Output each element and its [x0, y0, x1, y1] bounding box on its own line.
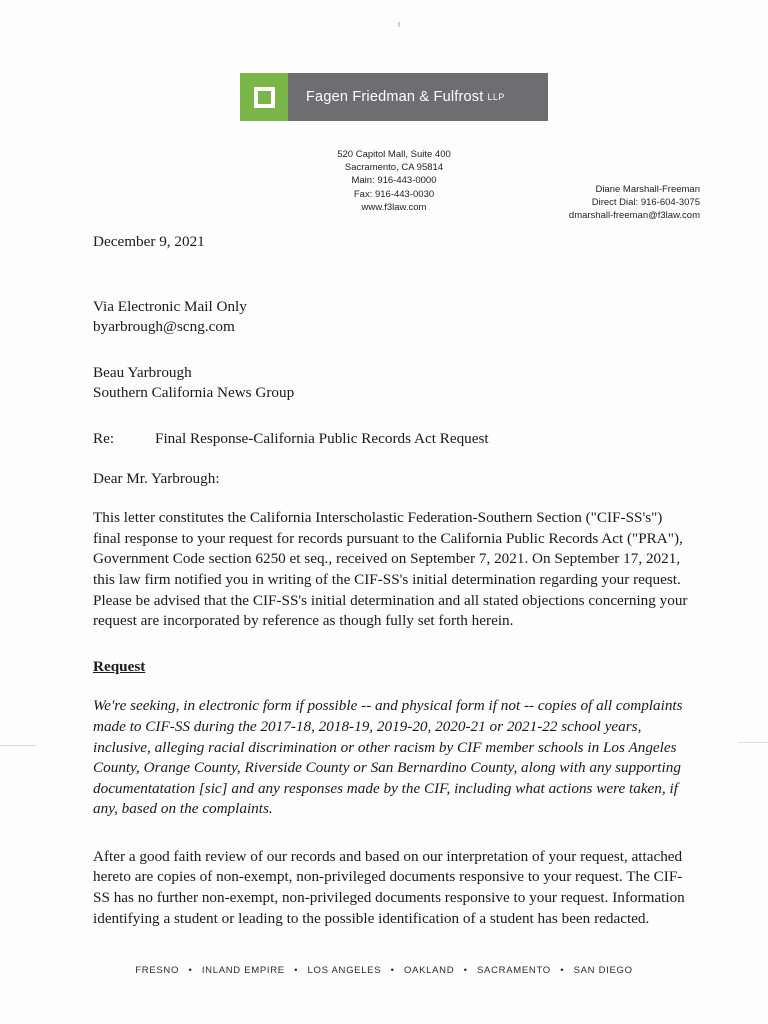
recipient-name: Beau Yarbrough: [93, 363, 192, 381]
footer-office-fresno: FRESNO: [135, 965, 180, 976]
footer-separator-icon: •: [390, 965, 395, 976]
recipient-email: byarbrough@scng.com: [93, 318, 235, 336]
letterhead: [240, 73, 548, 121]
body-paragraph-1: This letter constitutes the California Interscholastic Federation-Southern Section ("CIF-SS's") final response to your request for records pursuant to the California Public Records Act ("PRA"), Government Code section 6250 et seq., received on September 7, 2021. On September 17, 2021, this law firm notified you in writing of the CIF-SS's initial determination regarding your request. Please be advised that the CIF-SS's initial determination and all stated objections concerning your request are incorporated by reference as though fully set forth herein.: [93, 509, 688, 630]
recipient-organization: Southern California News Group: [93, 384, 295, 402]
office-address-block: [269, 148, 519, 214]
attorney-contact-block: [500, 183, 700, 223]
office-city-state-zip: Sacramento, CA 95814: [344, 162, 444, 174]
scan-artifact-line-right: [738, 742, 768, 743]
firm-logo-icon: [240, 73, 288, 121]
re-subject: Final Response-California Public Records Act Request: [155, 429, 489, 447]
footer-office-inland-empire: INLAND EMPIRE: [201, 965, 285, 976]
footer-separator-icon: •: [463, 965, 468, 976]
firm-suffix: LLP: [487, 92, 505, 102]
footer-office-sacramento: SACRAMENTO: [477, 965, 551, 976]
attorney-name: Diane Marshall-Freeman: [595, 184, 700, 195]
body-paragraph-2: After a good faith review of our records and based on our interpretation of your request, attached hereto are copies of non-exempt, non-privileged documents responsive to your request. The CIF-SS has no further non-exempt, non-privileged documents responsive to your request. Information identifying a student or leading to the possible identification of a student has been redacted.: [93, 847, 685, 927]
firm-name-bar: [288, 73, 548, 121]
scan-artifact-speck: [398, 22, 400, 27]
re-label: Re:: [93, 429, 115, 447]
attorney-email: dmarshall-freeman@f3law.com: [568, 210, 700, 222]
footer-separator-icon: •: [294, 965, 299, 976]
footer-separator-icon: •: [560, 965, 565, 976]
footer-separator-icon: •: [188, 965, 193, 976]
footer-office-san-diego: SAN DIEGO: [573, 965, 633, 976]
office-website: www.f3law.com: [361, 201, 427, 213]
letter-date: December 9, 2021: [93, 233, 205, 250]
scan-artifact-line-left: [0, 745, 36, 746]
firm-name: Fagen Friedman & Fulfrost: [306, 89, 484, 105]
request-quote-text: We're seeking, in electronic form if possible -- and physical form if not -- copies of all complaints made to CIF-SS during the 2017-18, 2018-19, 2019-20, 2020-21 or 2021-22 school years, inclusive, alleging racial discrimination or other racism by CIF member schools in Los Angeles County, Orange County, Riverside County or San Bernardino County, along with any supporting documentatation [sic] and any responses made by the CIF, including what actions were taken, if any, based on the complaints.: [93, 697, 683, 818]
footer-office-oakland: OAKLAND: [403, 965, 455, 976]
office-fax: Fax: 916-443-0030: [353, 188, 435, 200]
letter-body: [93, 232, 693, 929]
office-street: 520 Capitol Mall, Suite 400: [337, 149, 451, 160]
office-main-phone: Main: 916-443-0000: [351, 175, 437, 187]
salutation: Dear Mr. Yarbrough:: [93, 469, 220, 487]
attorney-direct-dial: Direct Dial: 916-604-3075: [591, 197, 700, 209]
delivery-method: Via Electronic Mail Only: [93, 297, 247, 315]
footer-office-los-angeles: LOS ANGELES: [307, 965, 382, 976]
section-heading-request: Request: [93, 657, 146, 675]
re-line: [93, 429, 693, 450]
office-locations-footer: [0, 965, 768, 976]
